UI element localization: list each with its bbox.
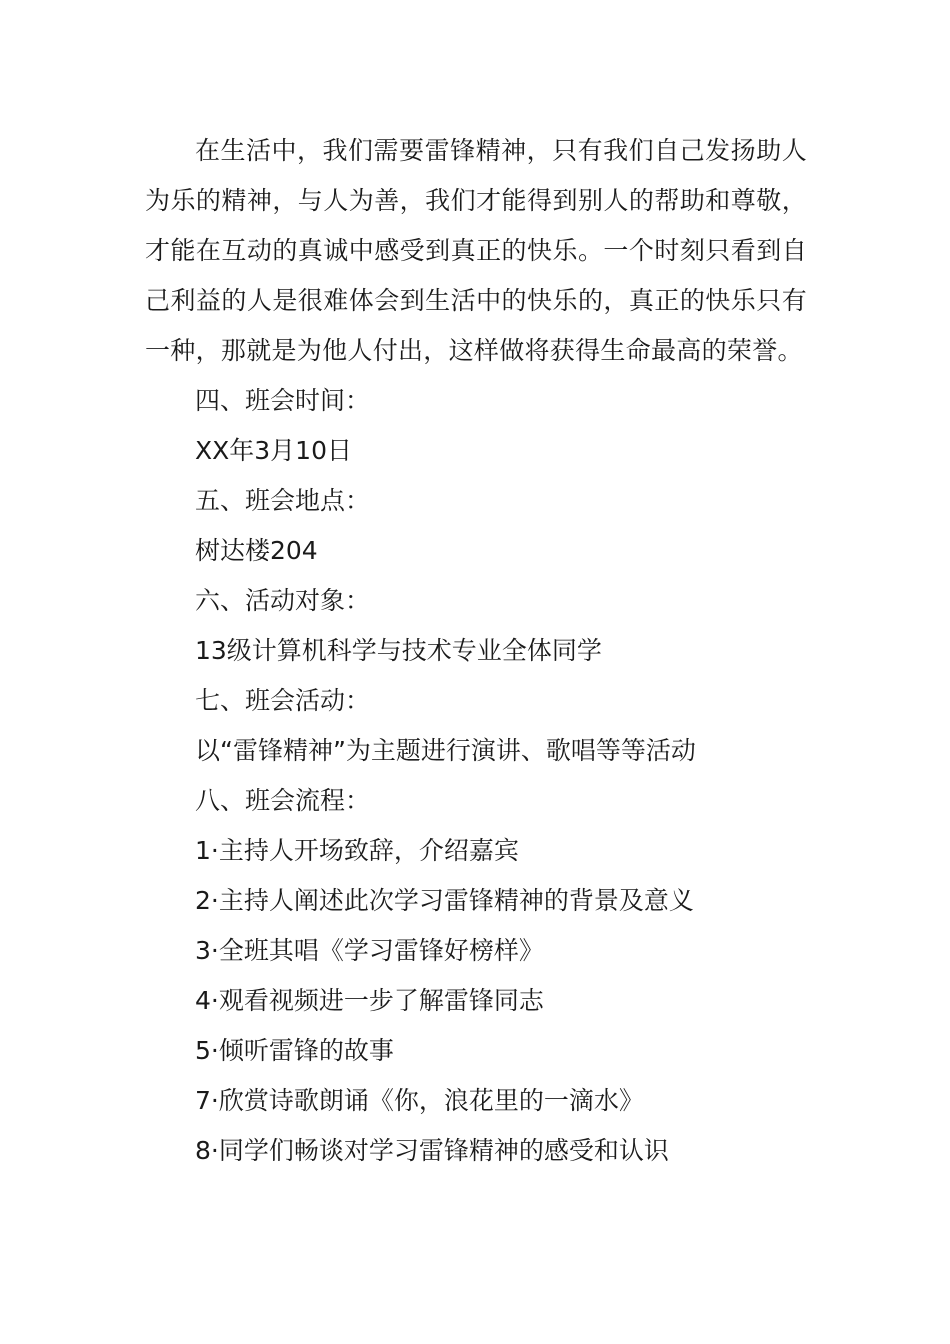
process-step: 7·欣赏诗歌朗诵《你，浪花里的一滴水》 — [195, 1086, 644, 1115]
section-heading-process: 八、班会流程： — [195, 786, 371, 815]
document-body — [145, 126, 807, 1176]
section-value-activity: 以“雷锋精神”为主题进行演讲、歌唱等等活动 — [195, 736, 696, 765]
intro-paragraph: 在生活中，我们需要雷锋精神，只有我们自己发扬助人为乐的精神，与人为善，我们才能得到别人的帮助和尊敬，才能在互动的真诚中感受到真正的快乐。一个时刻只看到自己利益的人是很难体会到生活中的快乐的，真正的快乐只有一种，那就是为他人付出，这样做将获得生命最高的荣誉。 — [145, 136, 807, 365]
process-step: 2·主持人阐述此次学习雷锋精神的背景及意义 — [195, 886, 694, 915]
section-heading-audience: 六、活动对象： — [195, 586, 371, 615]
section-heading-activity: 七、班会活动： — [195, 686, 371, 715]
section-value-time: XX年3月10日 — [195, 436, 352, 465]
process-step: 8·同学们畅谈对学习雷锋精神的感受和认识 — [195, 1136, 669, 1165]
section-value-audience: 13级计算机科学与技术专业全体同学 — [195, 636, 602, 665]
process-step: 5·倾听雷锋的故事 — [195, 1036, 394, 1065]
section-heading-time: 四、班会时间： — [195, 386, 371, 415]
process-step: 3·全班其唱《学习雷锋好榜样》 — [195, 936, 544, 965]
section-value-place: 树达楼204 — [195, 536, 318, 565]
process-step: 4·观看视频进一步了解雷锋同志 — [195, 986, 544, 1015]
process-step: 1·主持人开场致辞，介绍嘉宾 — [195, 836, 519, 865]
section-heading-place: 五、班会地点： — [195, 486, 371, 515]
